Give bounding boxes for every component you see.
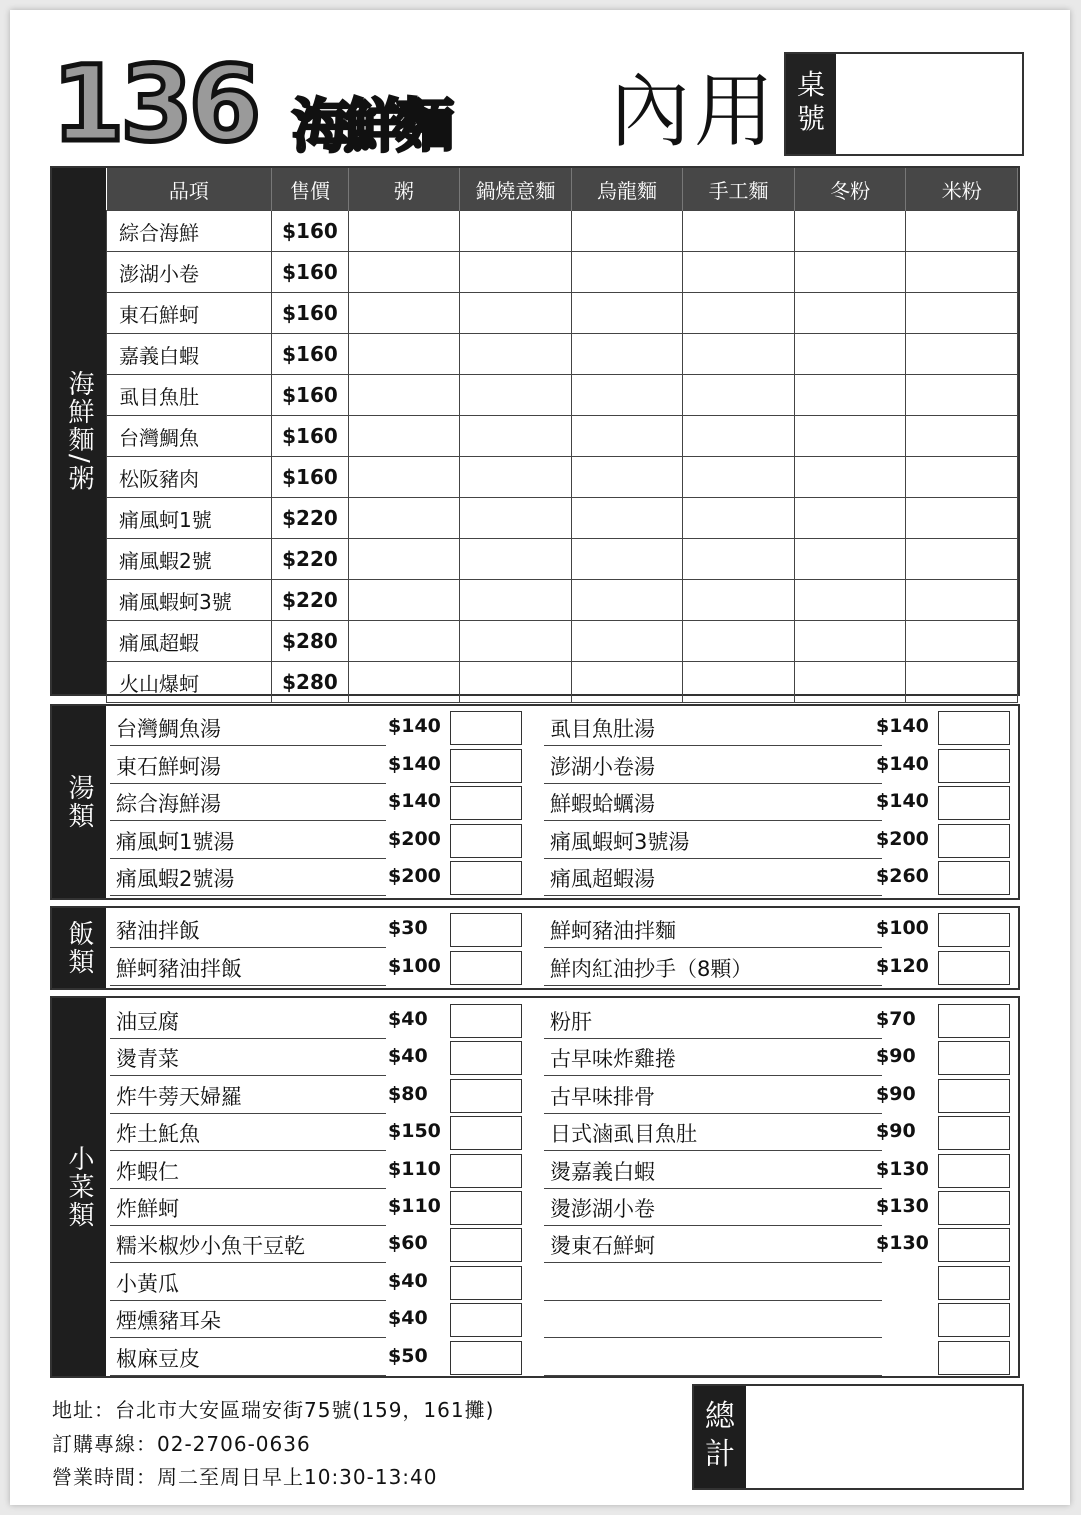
item-price: $200	[388, 865, 441, 887]
quantity-cell[interactable]	[571, 416, 683, 457]
quantity-cell[interactable]	[906, 621, 1018, 662]
rice-section	[50, 906, 1020, 990]
underline	[110, 783, 386, 784]
underline	[110, 858, 386, 859]
quantity-box[interactable]	[938, 1079, 1010, 1113]
item-name: 澎湖小卷湯	[550, 754, 655, 779]
item-name: 東石鮮蚵湯	[116, 754, 221, 779]
item-price: $160	[272, 416, 348, 457]
quantity-cell[interactable]	[906, 375, 1018, 416]
quantity-cell[interactable]	[906, 457, 1018, 498]
item-name: 痛風蚵1號湯	[116, 829, 235, 854]
quantity-box[interactable]	[938, 1266, 1010, 1300]
quantity-cell[interactable]	[571, 580, 683, 621]
quantity-box[interactable]	[450, 786, 522, 820]
item-name: 粉肝	[550, 1010, 592, 1034]
quantity-cell[interactable]	[906, 252, 1018, 293]
item-price: $110	[388, 1157, 441, 1180]
quantity-box[interactable]	[938, 749, 1010, 783]
quantity-box[interactable]	[450, 1041, 522, 1075]
phone: 訂購專線：02-2706-0636	[52, 1432, 311, 1456]
noodle-row	[107, 539, 1018, 580]
underline	[110, 1188, 386, 1189]
item-price: $120	[876, 955, 929, 977]
item-name: 痛風蝦蚵3號	[107, 580, 272, 621]
restaurant-logo	[52, 43, 572, 166]
quantity-cell[interactable]	[794, 375, 906, 416]
quantity-box[interactable]	[938, 786, 1010, 820]
item-price: $140	[388, 752, 441, 775]
item-name: 台灣鯛魚湯	[116, 717, 221, 741]
quantity-cell[interactable]	[571, 539, 683, 580]
quantity-box[interactable]	[450, 1079, 522, 1113]
noodle-row	[107, 334, 1018, 375]
item-price: $220	[272, 580, 348, 621]
quantity-cell[interactable]	[683, 539, 795, 580]
underline	[110, 1375, 386, 1376]
quantity-box[interactable]	[938, 1303, 1010, 1337]
quantity-cell[interactable]	[460, 498, 572, 539]
underline	[544, 1375, 882, 1376]
underline	[110, 947, 386, 948]
item-name: 綜合海鮮	[107, 211, 272, 252]
quantity-cell[interactable]	[794, 293, 906, 334]
underline	[110, 1300, 386, 1301]
item-price: $130	[876, 1157, 929, 1180]
quantity-box[interactable]	[938, 913, 1010, 947]
noodle-row	[107, 293, 1018, 334]
item-name: 燙澎湖小卷	[550, 1197, 655, 1221]
quantity-cell[interactable]	[794, 498, 906, 539]
quantity-cell[interactable]	[794, 252, 906, 293]
quantity-box[interactable]	[938, 1154, 1010, 1188]
quantity-cell[interactable]	[460, 580, 572, 621]
quantity-cell[interactable]	[348, 539, 460, 580]
underline	[544, 947, 882, 948]
quantity-cell[interactable]	[683, 621, 795, 662]
item-name: 痛風蝦2號	[107, 539, 272, 580]
quantity-cell[interactable]	[906, 580, 1018, 621]
item-price: $100	[388, 955, 441, 977]
item-price: $80	[388, 1082, 428, 1105]
item-name: 虱目魚肚湯	[550, 717, 655, 741]
quantity-box[interactable]	[450, 951, 522, 985]
side-dishes-section	[50, 996, 1020, 1378]
quantity-box[interactable]	[938, 1228, 1010, 1262]
item-price: $40	[388, 1008, 428, 1030]
dine-in-title: 內用	[610, 65, 778, 158]
quantity-box[interactable]	[450, 1228, 522, 1262]
item-price: $280	[272, 662, 348, 703]
noodle-header-2: 粥	[348, 168, 460, 211]
quantity-cell[interactable]	[460, 375, 572, 416]
quantity-cell[interactable]	[571, 293, 683, 334]
item-name: 綜合海鮮湯	[116, 792, 221, 816]
item-name: 痛風超蝦湯	[550, 867, 655, 891]
item-price: $200	[876, 827, 929, 850]
quantity-box[interactable]	[450, 861, 522, 895]
item-price: $70	[876, 1008, 916, 1030]
quantity-cell[interactable]	[906, 334, 1018, 375]
quantity-cell[interactable]	[794, 580, 906, 621]
item-price: $140	[876, 752, 929, 775]
underline	[110, 745, 386, 746]
underline	[110, 985, 386, 986]
underline	[110, 1262, 386, 1263]
noodle-header-5: 手工麵	[683, 168, 795, 211]
item-name: 鮮蝦蛤蠣湯	[550, 792, 655, 816]
quantity-cell[interactable]	[683, 580, 795, 621]
quantity-box[interactable]	[938, 824, 1010, 858]
quantity-cell[interactable]	[571, 498, 683, 539]
item-name: 痛風蚵1號	[107, 498, 272, 539]
item-name: 炸鮮蚵	[116, 1197, 179, 1221]
item-name: 油豆腐	[116, 1010, 179, 1034]
underline	[544, 1075, 882, 1076]
item-name: 燙嘉義白蝦	[550, 1159, 655, 1184]
table-number-label: 桌號	[786, 54, 836, 154]
quantity-cell[interactable]	[683, 498, 795, 539]
item-name: 火山爆蚵	[107, 662, 272, 703]
item-price: $110	[388, 1195, 441, 1217]
noodle-header-6: 冬粉	[794, 168, 906, 211]
business-hours: 營業時間：周二至周日早上10:30-13:40	[52, 1465, 438, 1489]
quantity-cell[interactable]	[683, 252, 795, 293]
quantity-cell[interactable]	[906, 211, 1018, 252]
quantity-cell[interactable]	[683, 211, 795, 252]
quantity-cell[interactable]	[906, 539, 1018, 580]
quantity-cell[interactable]	[794, 539, 906, 580]
quantity-cell[interactable]	[571, 621, 683, 662]
quantity-cell[interactable]	[348, 662, 460, 703]
noodle-row	[107, 580, 1018, 621]
item-price: $130	[876, 1195, 929, 1217]
quantity-cell[interactable]	[683, 375, 795, 416]
underline	[544, 1225, 882, 1226]
underline	[544, 745, 882, 746]
quantity-box[interactable]	[938, 1116, 1010, 1150]
quantity-box[interactable]	[938, 1004, 1010, 1038]
noodle-row	[107, 621, 1018, 662]
item-name: 嘉義白蝦	[107, 334, 272, 375]
table-number-box[interactable]	[784, 52, 1024, 156]
quantity-box[interactable]	[450, 1341, 522, 1375]
side-dishes-section-label: 小菜類	[52, 998, 106, 1376]
quantity-cell[interactable]	[571, 457, 683, 498]
underline	[544, 820, 882, 821]
underline	[544, 783, 882, 784]
underline	[544, 985, 882, 986]
quantity-cell[interactable]	[794, 211, 906, 252]
underline	[110, 1075, 386, 1076]
quantity-box[interactable]	[938, 1341, 1010, 1375]
item-price: $200	[388, 827, 441, 850]
quantity-cell[interactable]	[906, 498, 1018, 539]
quantity-cell[interactable]	[460, 293, 572, 334]
quantity-cell[interactable]	[348, 498, 460, 539]
quantity-cell[interactable]	[460, 539, 572, 580]
logo-number: 136	[52, 43, 258, 165]
noodle-section	[50, 166, 1020, 696]
quantity-box[interactable]	[450, 824, 522, 858]
item-name: 鮮蚵豬油拌麵	[550, 919, 676, 943]
item-price: $90	[876, 1120, 916, 1143]
quantity-cell[interactable]	[348, 293, 460, 334]
item-price: $220	[272, 539, 348, 580]
address: 地址：台北市大安區瑞安街75號(159，161攤)	[52, 1398, 495, 1422]
quantity-cell[interactable]	[906, 662, 1018, 703]
item-name: 東石鮮蚵	[107, 293, 272, 334]
item-name: 松阪豬肉	[107, 457, 272, 498]
item-price: $90	[876, 1082, 916, 1105]
item-name: 痛風超蝦	[107, 621, 272, 662]
item-name: 痛風蝦蚵3號湯	[550, 829, 690, 854]
item-price: $30	[388, 917, 428, 939]
quantity-cell[interactable]	[460, 252, 572, 293]
item-name: 炸蝦仁	[116, 1159, 179, 1184]
item-price: $40	[388, 1307, 428, 1330]
item-price: $280	[272, 621, 348, 662]
quantity-cell[interactable]	[571, 211, 683, 252]
underline	[544, 1113, 882, 1114]
underline	[110, 1150, 386, 1151]
quantity-cell[interactable]	[794, 621, 906, 662]
quantity-cell[interactable]	[906, 293, 1018, 334]
item-price: $160	[272, 457, 348, 498]
item-price: $150	[388, 1120, 441, 1143]
noodle-row	[107, 498, 1018, 539]
order-sheet	[10, 10, 1070, 1505]
quantity-cell[interactable]	[794, 416, 906, 457]
item-name: 鮮肉紅油抄手（8顆）	[550, 957, 753, 981]
quantity-box[interactable]	[450, 711, 522, 745]
quantity-box[interactable]	[938, 1191, 1010, 1225]
item-price: $130	[876, 1232, 929, 1255]
item-price: $90	[876, 1045, 916, 1068]
underline	[544, 1300, 882, 1301]
item-price: $50	[388, 1344, 428, 1367]
quantity-cell[interactable]	[348, 334, 460, 375]
underline	[544, 858, 882, 859]
quantity-cell[interactable]	[683, 334, 795, 375]
logo-name: 海鮮麵	[292, 92, 449, 160]
item-name: 古早味炸雞捲	[550, 1047, 676, 1072]
item-name: 澎湖小卷	[107, 252, 272, 293]
item-name: 炸牛蒡天婦羅	[116, 1084, 242, 1109]
quantity-cell[interactable]	[906, 416, 1018, 457]
quantity-cell[interactable]	[683, 293, 795, 334]
underline	[544, 1262, 882, 1263]
total-box[interactable]	[692, 1384, 1024, 1490]
underline	[110, 1113, 386, 1114]
quantity-cell[interactable]	[571, 375, 683, 416]
item-price: $60	[388, 1232, 428, 1255]
quantity-cell[interactable]	[683, 662, 795, 703]
quantity-cell[interactable]	[348, 211, 460, 252]
underline	[544, 1038, 882, 1039]
quantity-box[interactable]	[450, 749, 522, 783]
quantity-cell[interactable]	[460, 211, 572, 252]
underline	[110, 1225, 386, 1226]
quantity-cell[interactable]	[571, 662, 683, 703]
quantity-cell[interactable]	[683, 416, 795, 457]
noodle-row	[107, 252, 1018, 293]
item-price: $160	[272, 252, 348, 293]
noodle-header-0: 品項	[107, 168, 272, 211]
underline	[110, 820, 386, 821]
item-name: 小黃瓜	[116, 1271, 179, 1296]
noodle-section-label: 海鮮麵/粥	[52, 168, 106, 694]
quantity-box[interactable]	[938, 861, 1010, 895]
item-name: 豬油拌飯	[116, 919, 200, 943]
noodle-row	[107, 662, 1018, 703]
quantity-cell[interactable]	[348, 252, 460, 293]
quantity-cell[interactable]	[348, 457, 460, 498]
item-price: $40	[388, 1045, 428, 1068]
item-price: $100	[876, 917, 929, 939]
item-price: $260	[876, 865, 929, 887]
item-price: $140	[388, 715, 441, 737]
item-name: 燙青菜	[116, 1047, 179, 1072]
quantity-cell[interactable]	[348, 416, 460, 457]
item-name: 煙燻豬耳朵	[116, 1309, 221, 1334]
quantity-box[interactable]	[450, 1303, 522, 1337]
quantity-cell[interactable]	[683, 457, 795, 498]
quantity-cell[interactable]	[794, 457, 906, 498]
underline	[110, 895, 386, 896]
noodle-order-table	[106, 168, 1018, 703]
underline	[110, 1337, 386, 1338]
noodle-row	[107, 416, 1018, 457]
quantity-box[interactable]	[450, 1266, 522, 1300]
quantity-box[interactable]	[450, 913, 522, 947]
item-price: $140	[876, 790, 929, 812]
item-name: 椒麻豆皮	[116, 1346, 200, 1371]
quantity-cell[interactable]	[571, 252, 683, 293]
quantity-box[interactable]	[450, 1154, 522, 1188]
underline	[544, 1188, 882, 1189]
quantity-cell[interactable]	[348, 375, 460, 416]
item-name: 日式滷虱目魚肚	[550, 1122, 697, 1147]
item-name: 糯米椒炒小魚干豆乾	[116, 1234, 305, 1259]
item-price: $140	[876, 715, 929, 737]
item-price: $160	[272, 211, 348, 252]
item-price: $140	[388, 790, 441, 812]
quantity-cell[interactable]	[348, 580, 460, 621]
quantity-box[interactable]	[938, 1041, 1010, 1075]
quantity-cell[interactable]	[571, 334, 683, 375]
quantity-cell[interactable]	[794, 662, 906, 703]
rice-section-label: 飯類	[52, 908, 106, 988]
noodle-row	[107, 457, 1018, 498]
underline	[544, 895, 882, 896]
underline	[544, 1150, 882, 1151]
noodle-header-3: 鍋燒意麵	[460, 168, 572, 211]
item-name: 台灣鯛魚	[107, 416, 272, 457]
quantity-box[interactable]	[450, 1191, 522, 1225]
item-price: $40	[388, 1269, 428, 1292]
noodle-header-7: 米粉	[906, 168, 1018, 211]
quantity-cell[interactable]	[348, 621, 460, 662]
item-name: 古早味排骨	[550, 1084, 655, 1109]
quantity-cell[interactable]	[460, 621, 572, 662]
item-name: 炸土魠魚	[116, 1122, 200, 1147]
item-name: 虱目魚肚	[107, 375, 272, 416]
item-name: 鮮蚵豬油拌飯	[116, 957, 242, 981]
quantity-box[interactable]	[450, 1004, 522, 1038]
soup-section-label: 湯類	[52, 706, 106, 898]
quantity-box[interactable]	[938, 711, 1010, 745]
quantity-cell[interactable]	[460, 334, 572, 375]
noodle-header-4: 烏龍麵	[571, 168, 683, 211]
noodle-row	[107, 211, 1018, 252]
quantity-cell[interactable]	[460, 457, 572, 498]
quantity-box[interactable]	[938, 951, 1010, 985]
item-price: $160	[272, 334, 348, 375]
soup-section	[50, 704, 1020, 900]
underline	[544, 1337, 882, 1338]
total-label: 總計	[694, 1386, 746, 1488]
quantity-cell[interactable]	[460, 662, 572, 703]
item-name: 燙東石鮮蚵	[550, 1234, 655, 1259]
underline	[110, 1038, 386, 1039]
noodle-row	[107, 375, 1018, 416]
item-price: $160	[272, 375, 348, 416]
noodle-header-1: 售價	[272, 168, 348, 211]
item-price: $160	[272, 293, 348, 334]
quantity-cell[interactable]	[460, 416, 572, 457]
quantity-box[interactable]	[450, 1116, 522, 1150]
quantity-cell[interactable]	[794, 334, 906, 375]
item-price: $220	[272, 498, 348, 539]
item-name: 痛風蝦2號湯	[116, 867, 235, 891]
